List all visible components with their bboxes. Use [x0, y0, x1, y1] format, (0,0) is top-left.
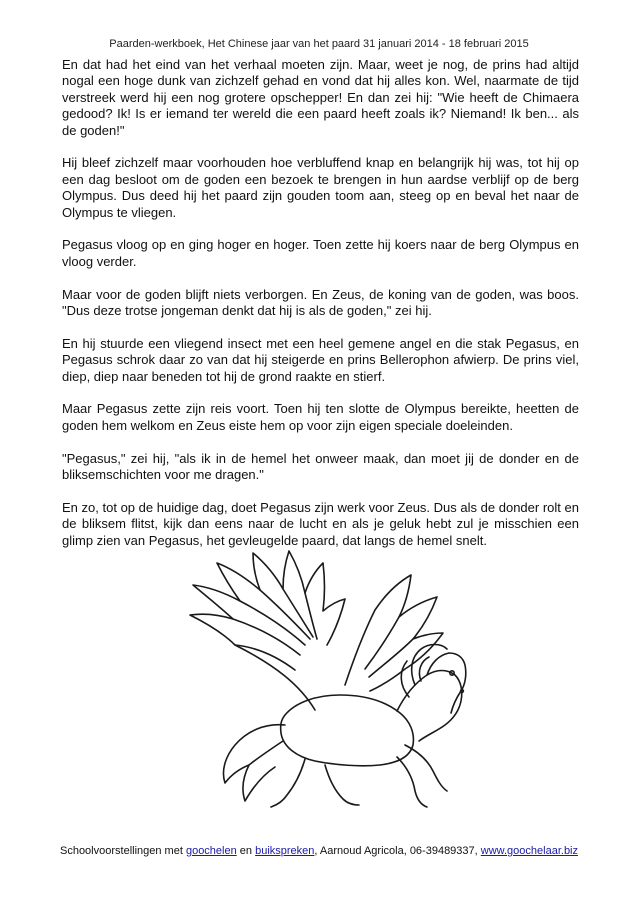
footer-prefix: Schoolvoorstellingen met: [59, 845, 186, 857]
link-goochelen[interactable]: goochelen: [185, 845, 237, 857]
story-text: [62, 57, 579, 565]
paragraph: Pegasus vloog op en ging hoger en hoger. Toen zette hij koers naar de berg Olympus en vloog verder.: [62, 237, 579, 269]
paragraph: En dat had het eind van het verhaal moeten zijn. Maar, weet je nog, de prins had altijd nogal een hoge dunk van zichzelf gehad en vond dat hij alles kon. Wel, naarmate de tijd verstreek werd hij een nog grotere opschepper! En dan zei hij: "Wie heeft de Chimaera gedood? Ik! Is er iemand ter wereld die een paard heeft zoals ik? Niemand! Ik ben... als de goden!": [62, 57, 579, 138]
paragraph: Maar Pegasus zette zijn reis voort. Toen hij ten slotte de Olympus bereikte, heetten de goden hem welkom en Zeus eiste hem op voor zijn eigen speciale doeleinden.: [62, 401, 579, 433]
tail-outline: [223, 725, 285, 801]
link-website[interactable]: www.goochelaar.biz: [480, 845, 579, 857]
wing-outline: [190, 551, 345, 710]
paragraph: "Pegasus," zei hij, "als ik in de hemel het onweer maak, dan moet jij de donder en de bliksemschichten voor me dragen.": [62, 450, 579, 483]
footer-mid2: , Aarnoud Agricola, 06-39489337,: [314, 845, 481, 857]
page-footer: [0, 845, 638, 857]
paragraph: Hij bleef zichzelf maar voorhouden hoe verbluffend knap en belangrijk hij was, tot hij op een dag besloot om de goden een bezoek te brengen in hun aardse verblijf op de berg Olympus. Dus deed hij het paard zijn gouden toom aan, steeg op en beval het naar de Olympus te vliegen.: [62, 155, 579, 220]
body-outline: [281, 695, 414, 766]
link-buikspreken[interactable]: buikspreken: [255, 845, 315, 857]
page-header: Paarden-werkboek, Het Chinese jaar van het paard 31 januari 2014 - 18 februari 2015: [109, 38, 529, 50]
pegasus-illustration: [165, 535, 475, 820]
paragraph: En hij stuurde een vliegend insect met een heel gemene angel en die stak Pegasus, en Pegasus schrok daar zo van dat hij steigerde en prins Bellerophon afwierp. De prins viel, diep, diep naar beneden tot hij de grond raakte en stierf.: [62, 335, 579, 384]
footer-mid1: en: [236, 845, 256, 857]
paragraph: Maar voor de goden blijft niets verborgen. En Zeus, de koning van de goden, was boos. "Dus deze trotse jongeman denkt dat hij is als de goden," zei hij.: [62, 286, 579, 319]
neck-outline: [397, 671, 462, 742]
paragraph: En zo, tot op de huidige dag, doet Pegasus zijn werk voor Zeus. Dus als de donder rolt en de bliksem flitst, kijk dan eens naar de lucht en als je geluk hebt zul je misschien een glimp zien van Pegasus, het gevleugelde paard, dat langs de hemel snelt.: [62, 499, 579, 548]
